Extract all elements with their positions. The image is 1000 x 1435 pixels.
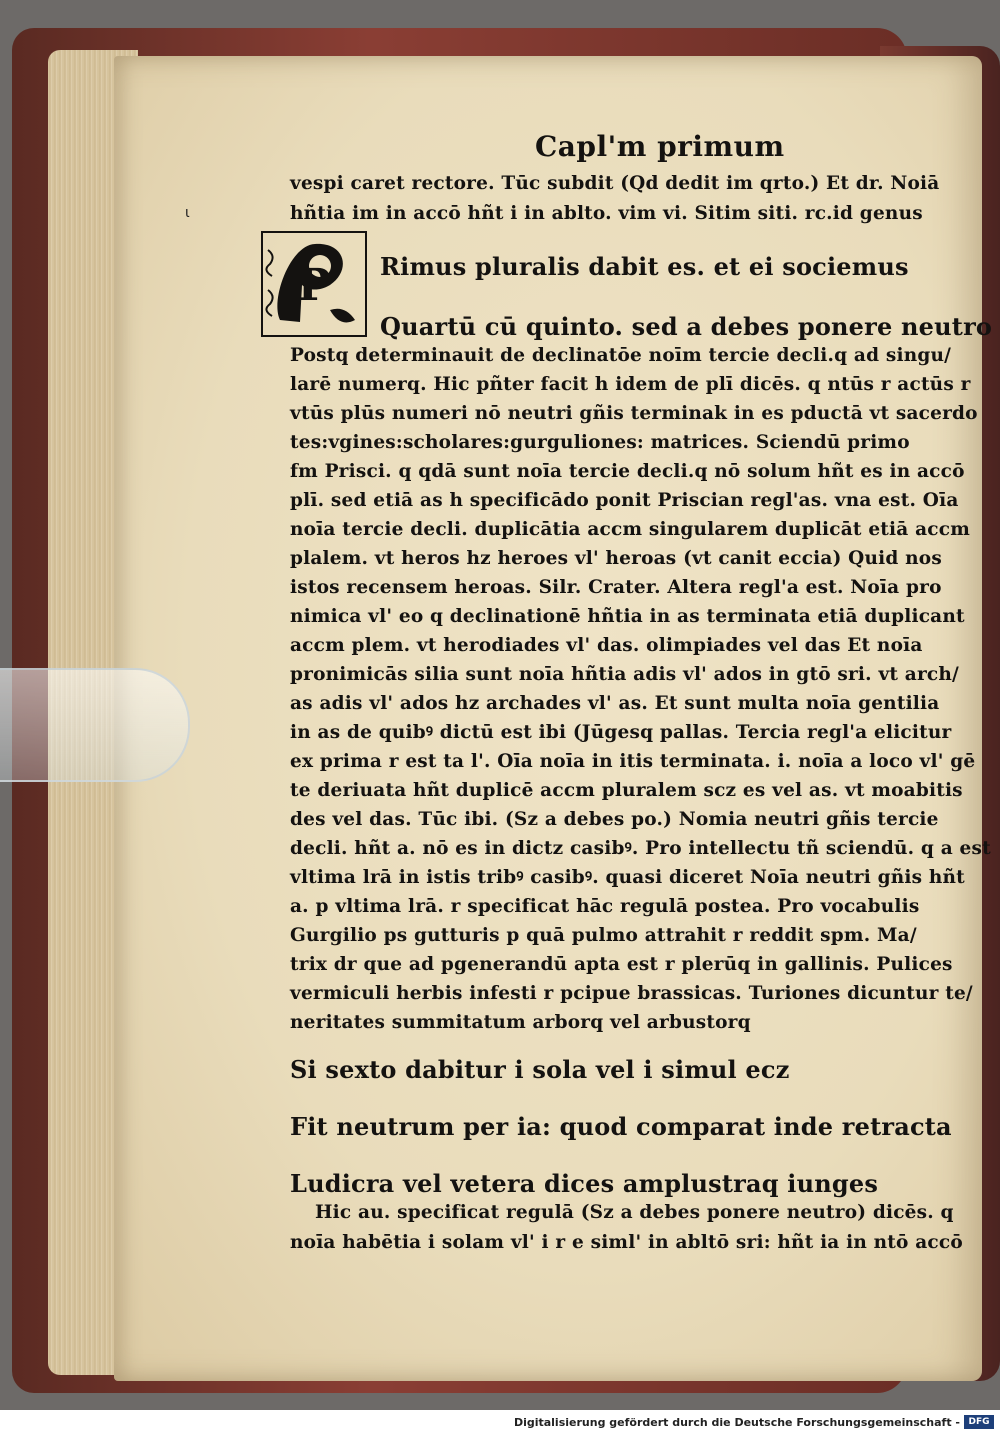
verse-line: Fit neutrum per ia: quod comparat inde retracta: [290, 1112, 952, 1141]
verse-line: Si sexto dabitur i sola vel i simul ecz: [290, 1055, 790, 1084]
text-line: hñtia im in accō hñt i in ablto. vim vi. Sitim siti. rc.id genus: [290, 203, 923, 224]
text-line: vtūs plūs numeri nō neutri gñis terminak in es pductā vt sacerdo: [290, 403, 978, 424]
text-line: larē numerq. Hic pñter facit h idem de plī dicēs. q ntūs r actūs r: [290, 374, 971, 395]
text-line: pronimicās silia sunt noīa hñtia adis vl' ados in gtō sri. vt arch/: [290, 664, 959, 685]
verse-line: Ludicra vel vetera dices amplustraq iunges: [290, 1169, 879, 1198]
text-line: neritates summitatum arborq vel arbustorq: [290, 1012, 751, 1033]
text-line: noīa habētia i solam vl' i r e siml' in abltō sri: hñt ia in ntō accō: [290, 1232, 963, 1253]
text-line: vltima lrā in istis tribꝰ casibꝰ. quasi diceret Noīa neutri gñis hñt: [290, 867, 965, 888]
text-line: accm plem. vt herodiades vl' das. olimpiades vel das Et noīa: [290, 635, 923, 656]
text-line: istos recensem heroas. Silr. Crater. Altera regl'a est. Noīa pro: [290, 577, 942, 598]
text-line: Postq determinauit de declinatōe noīm tercie decli.q ad singu/: [290, 345, 952, 366]
text-line: vespi caret rectore. Tūc subdit (Qd dedit im qrto.) Et dr. Noiā: [290, 173, 940, 194]
text-line: decli. hñt a. nō es in dictz casibꝰ. Pro intellectu tñ sciendū. q a est: [290, 838, 991, 859]
text-line: Gurgilio ps gutturis p quā pulmo attrahit r reddit spm. Ma/: [290, 925, 917, 946]
text-line: plalem. vt heros hz heroes vl' heroas (vt canit eccia) Quid nos: [290, 548, 942, 569]
text-line: Hic au. specificat regulā (Sz a debes ponere neutro) dicēs. q: [315, 1202, 954, 1223]
text-line: as adis vl' ados hz archades vl' as. Et sunt multa noīa gentilia: [290, 693, 940, 714]
dfg-logo: DFG: [964, 1415, 994, 1429]
initial-letter-glyph: P: [297, 260, 331, 311]
text-line: trix dr que ad pgenerandū apta est r plerūq in gallinis. Pulices: [290, 954, 953, 975]
verse-line: Quartū cū quinto. sed a debes ponere neutro: [380, 312, 993, 341]
page-heading: Capl'm primum: [535, 130, 785, 163]
text-line: plī. sed etiā as h specificādo ponit Priscian regl'as. vna est. Oīa: [290, 490, 959, 511]
text-line: a. p vltima lrā. r specificat hāc regulā postea. Pro vocabulis: [290, 896, 920, 917]
text-line: ex prima r est ta l'. Oīa noīa in itis terminata. i. noīa a loco vl' gē: [290, 751, 976, 772]
decorated-initial-letter: [260, 230, 368, 338]
text-line: te deriuata hñt duplicē accm pluralem scz es vel as. vt moabitis: [290, 780, 963, 801]
margin-mark: ɩ: [185, 205, 190, 221]
footer-credit: Digitalisierung gefördert durch die Deutsche Forschungsgemeinschaft -: [513, 1416, 960, 1429]
verse-line: Rimus pluralis dabit es. et ei sociemus: [380, 252, 909, 281]
text-line: vermiculi herbis infesti r pcipue brassicas. Turiones dicuntur te/: [290, 983, 973, 1004]
page-clip: [0, 668, 190, 782]
text-line: fm Prisci. q qdā sunt noīa tercie decli.q nō solum hñt es in accō: [290, 461, 965, 482]
text-line: des vel das. Tūc ibi. (Sz a debes po.) Nomia neutri gñis tercie: [290, 809, 939, 830]
text-line: tes:vgines:scholares:gurguliones: matrices. Sciendū primo: [290, 432, 910, 453]
text-line: nimica vl' eo q declinationē hñtia in as terminata etiā duplicant: [290, 606, 965, 627]
text-line: noīa tercie decli. duplicātia accm singularem duplicāt etiā accm: [290, 519, 970, 540]
text-line: in as de quibꝰ dictū est ibi (Jūgesq pallas. Tercia regl'a elicitur: [290, 722, 952, 743]
footer-bar: [0, 1410, 1000, 1435]
